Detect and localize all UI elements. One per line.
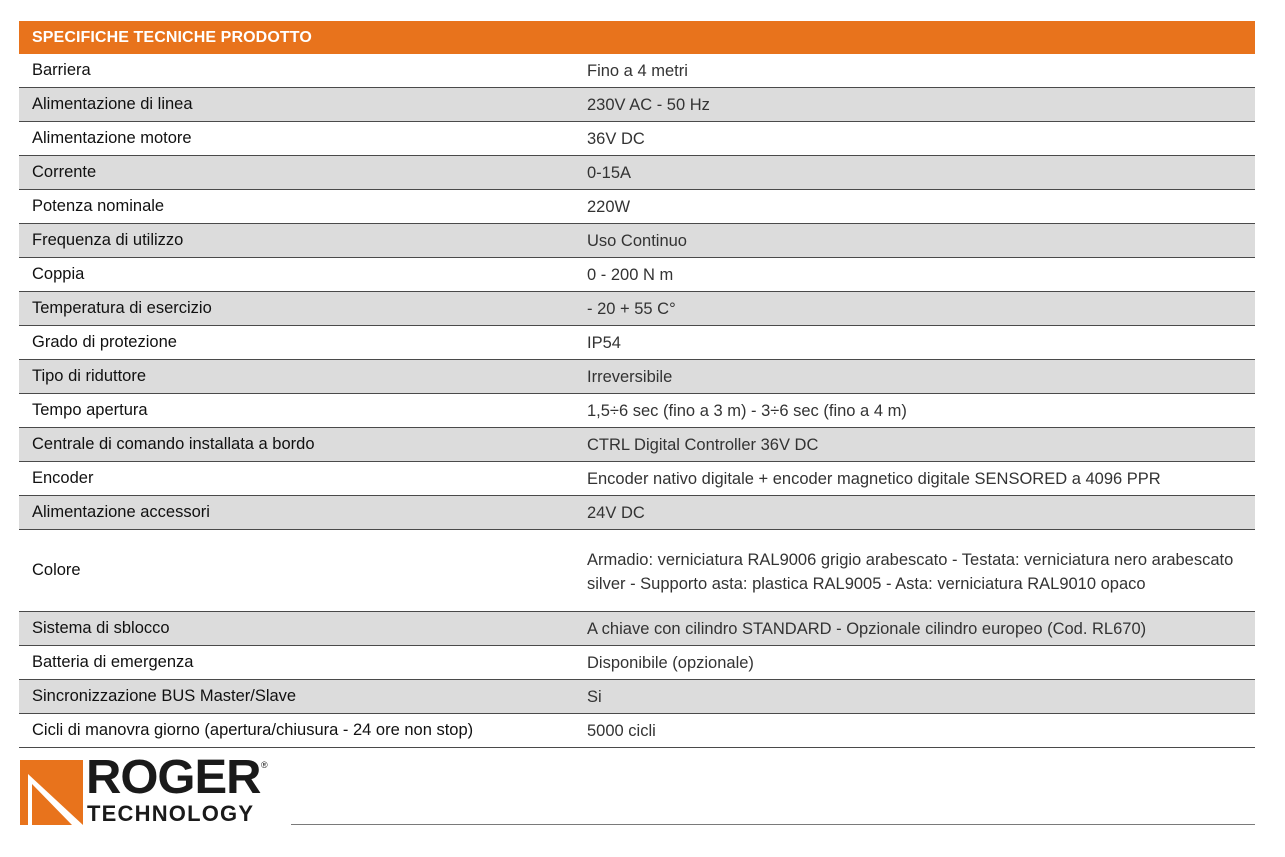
table-row: [19, 428, 1255, 462]
table-row: [19, 326, 1255, 360]
row-label: Batteria di emergenza: [32, 653, 194, 671]
table-row: [19, 122, 1255, 156]
row-label: Potenza nominale: [32, 197, 165, 215]
row-label: Sistema di sblocco: [32, 619, 170, 637]
row-value: CTRL Digital Controller 36V DC: [587, 435, 819, 454]
table-row: [19, 496, 1255, 530]
row-value: - 20 + 55 C°: [587, 299, 676, 318]
table-row: [19, 190, 1255, 224]
row-label: Cicli di manovra giorno (apertura/chiusura - 24 ore non stop): [32, 721, 474, 739]
row-label: Temperatura di esercizio: [32, 299, 212, 317]
row-label: Tipo di riduttore: [32, 367, 147, 385]
row-value: IP54: [587, 333, 621, 352]
roger-technology-logo: [20, 751, 270, 828]
row-value: A chiave con cilindro STANDARD - Opzionale cilindro europeo (Cod. RL670): [587, 619, 1147, 638]
table-row: [19, 360, 1255, 394]
row-value: Encoder nativo digitale + encoder magnetico digitale SENSORED a 4096 PPR: [587, 469, 1161, 488]
row-label: Frequenza di utilizzo: [32, 231, 184, 249]
row-value: 220W: [587, 197, 631, 216]
row-value: Armadio: verniciatura RAL9006 grigio arabescato - Testata: verniciatura nero arabescato silver - Supporto asta: plastica RAL9005 - Asta: verniciatura RAL9010 opaco: [587, 550, 1234, 593]
row-value: Fino a 4 metri: [587, 61, 688, 80]
row-label: Alimentazione di linea: [32, 95, 193, 113]
table-row: [19, 394, 1255, 428]
row-value: Irreversibile: [587, 367, 673, 386]
row-value: Si: [587, 687, 602, 706]
row-label: Colore: [32, 561, 81, 579]
row-value: 230V AC - 50 Hz: [587, 95, 710, 114]
table-header: SPECIFICHE TECNICHE PRODOTTO: [19, 21, 1255, 54]
spec-rows: [19, 54, 1255, 748]
table-row: [19, 258, 1255, 292]
row-label: Coppia: [32, 265, 85, 283]
table-row: [19, 292, 1255, 326]
logo-wordmark: ROGER: [86, 751, 261, 804]
row-value: 0-15A: [587, 163, 632, 182]
row-value: 5000 cicli: [587, 721, 656, 740]
table-row: [19, 224, 1255, 258]
table-row: [19, 714, 1255, 748]
table-row: [19, 156, 1255, 190]
row-value: 36V DC: [587, 129, 645, 148]
row-value: Disponibile (opzionale): [587, 653, 754, 672]
row-value: 24V DC: [587, 503, 645, 522]
row-label: Centrale di comando installata a bordo: [32, 435, 315, 453]
spec-table: [19, 21, 1255, 748]
table-row: [19, 646, 1255, 680]
row-label: Alimentazione motore: [32, 129, 192, 147]
table-row: [19, 612, 1255, 646]
row-label: Barriera: [32, 61, 91, 79]
row-value: 1,5÷6 sec (fino a 3 m) - 3÷6 sec (fino a 4 m): [587, 401, 907, 420]
logo-mark-icon: [20, 760, 83, 825]
row-value: Uso Continuo: [587, 231, 687, 250]
row-label: Tempo apertura: [32, 401, 148, 419]
row-label: Grado di protezione: [32, 333, 177, 351]
row-label: Corrente: [32, 163, 97, 181]
row-label: Encoder: [32, 469, 94, 487]
row-label: Alimentazione accessori: [32, 503, 210, 521]
table-row: [19, 462, 1255, 496]
row-label: Sincronizzazione BUS Master/Slave: [32, 687, 297, 705]
table-row: [19, 54, 1255, 88]
registered-mark: ®: [261, 760, 268, 770]
footer-divider: [291, 824, 1255, 825]
table-row: [19, 88, 1255, 122]
table-row: [19, 680, 1255, 714]
logo-subtitle: TECHNOLOGY: [87, 801, 255, 826]
table-row: [19, 530, 1255, 612]
row-value: 0 - 200 N m: [587, 265, 674, 284]
